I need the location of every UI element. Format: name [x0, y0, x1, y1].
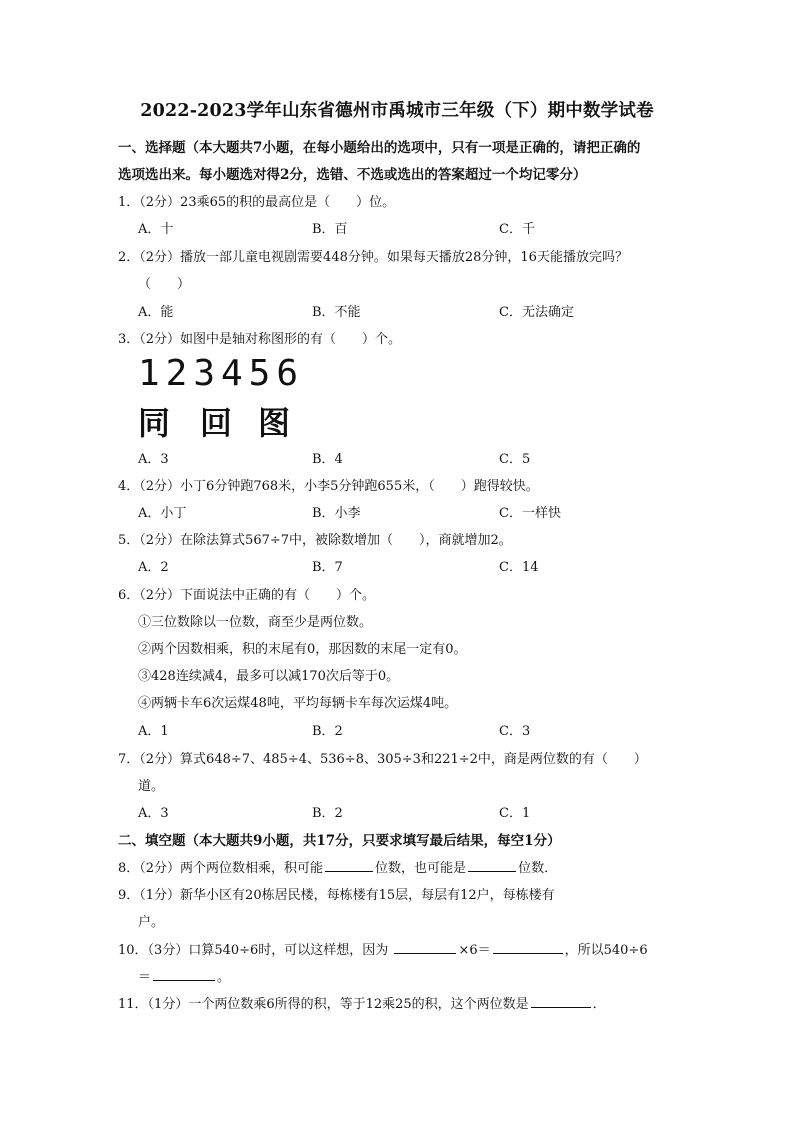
- q10-text-1: 10．（3分）口算540÷6时，可以这样想，因为: [118, 943, 389, 958]
- q6-item-2: ②两个因数相乘，积的末尾有0，那因数的末尾一定有0。: [138, 642, 467, 657]
- question-3: 3．（2分）如图中是轴对称图形的有（ ）个。: [118, 332, 402, 347]
- q3-char-3: 图: [258, 404, 291, 442]
- q3-figure-graphic: [138, 354, 308, 444]
- q6-option-b: B．2: [312, 724, 343, 739]
- q7-option-a: A．3: [138, 806, 169, 821]
- q10-text-4: ＝: [138, 970, 152, 985]
- q6-option-c: C．3: [499, 724, 531, 739]
- q3-option-a: A．3: [138, 452, 169, 467]
- question-11: [118, 993, 606, 1012]
- q2-option-a: A．能: [138, 305, 174, 320]
- section1-header-line1: 一、选择题（本大题共7小题，在每小题给出的选项中，只有一项是正确的，请把正确的: [118, 140, 641, 156]
- q8-blank-1[interactable]: [325, 859, 373, 872]
- question-6: 6．（2分）下面说法中正确的有（ ）个。: [118, 588, 376, 603]
- q1-option-a: A．十: [138, 222, 174, 237]
- q3-option-c: C．5: [499, 452, 531, 467]
- q4-option-b: B．小李: [312, 506, 361, 521]
- q6-item-4: ④两辆卡车6次运煤48吨，平均每辆卡车每次运煤4吨。: [138, 696, 458, 711]
- question-9-cont: 户。: [138, 915, 165, 930]
- q11-text-1: 11．（1分）一个两位数乘6所得的积，等于12乘25的积，这个两位数是: [118, 997, 529, 1012]
- q10-text-5: 。: [217, 970, 231, 985]
- q3-figure: [138, 354, 308, 448]
- question-4: 4．（2分）小丁6分钟跑768米，小李5分钟跑655米，（ ）跑得较快。: [118, 479, 539, 494]
- section2-header: 二、填空题（本大题共9小题，共17分，只要求填写最后结果，每空1分）: [118, 833, 561, 849]
- question-7-cont: 道。: [138, 779, 165, 794]
- question-2-bracket: （ ）: [138, 277, 191, 292]
- q8-blank-2[interactable]: [468, 859, 516, 872]
- question-8: [118, 857, 557, 876]
- q2-option-c: C．无法确定: [499, 305, 574, 320]
- q10-blank-2[interactable]: [493, 941, 563, 954]
- q5-option-a: A．2: [138, 560, 169, 575]
- page-title: 2022-2023学年山东省德州市禹城市三年级（下）期中数学试卷: [140, 101, 654, 121]
- q10-blank-3[interactable]: [153, 968, 215, 981]
- q6-option-a: A．1: [138, 724, 169, 739]
- q7-option-c: C．1: [499, 806, 531, 821]
- q6-item-3: ③428连续减4，最多可以减170次后等于0。: [138, 669, 400, 684]
- q2-option-b: B．不能: [312, 305, 361, 320]
- q4-option-a: A．小丁: [138, 506, 187, 521]
- q3-digits: 123456: [138, 354, 298, 394]
- q1-option-b: B．百: [312, 222, 348, 237]
- question-5: 5．（2分）在除法算式567÷7中，被除数增加（ ），商就增加2。: [118, 533, 512, 548]
- q6-item-1: ①三位数除以一位数，商至少是两位数。: [138, 615, 373, 630]
- q3-char-2: 回: [200, 404, 233, 442]
- q7-option-b: B．2: [312, 806, 343, 821]
- q10-text-3: ，所以540÷6: [564, 943, 648, 958]
- q8-text-3: 位数．: [518, 861, 558, 876]
- q10-blank-1[interactable]: [394, 941, 456, 954]
- q11-blank-1[interactable]: [531, 995, 591, 1008]
- q5-option-c: C．14: [499, 560, 539, 575]
- q5-option-b: B．7: [312, 560, 343, 575]
- question-10-cont: [138, 966, 230, 985]
- q10-text-2: ×6＝: [458, 943, 491, 958]
- question-10: [118, 939, 648, 958]
- question-1: 1．（2分）23乘65的积的最高位是（ ）位。: [118, 195, 396, 210]
- q1-option-c: C．千: [499, 222, 535, 237]
- question-7: 7．（2分）算式648÷7、485÷4、536÷8、305÷3和221÷2中，商是两位数的有（ ）: [118, 752, 647, 767]
- q8-text-1: 8．（2分）两个两位数相乘，积可能: [118, 861, 324, 876]
- q3-option-b: B．4: [312, 452, 343, 467]
- q11-text-2: ．: [592, 997, 606, 1012]
- q3-char-1: 同: [138, 404, 171, 442]
- q8-text-2: 位数，也可能是: [375, 861, 467, 876]
- question-2: 2．（2分）播放一部儿童电视剧需要448分钟。如果每天播放28分钟，16天能播放完吗？: [118, 250, 628, 265]
- question-9: 9．（1分）新华小区有20栋居民楼，每栋楼有15层，每层有12户，每栋楼有: [118, 888, 555, 903]
- section1-header-line2: 选项选出来。每小题选对得2分，选错、不选或选出的答案超过一个均记零分）: [118, 167, 587, 183]
- q4-option-c: C．一样快: [499, 506, 561, 521]
